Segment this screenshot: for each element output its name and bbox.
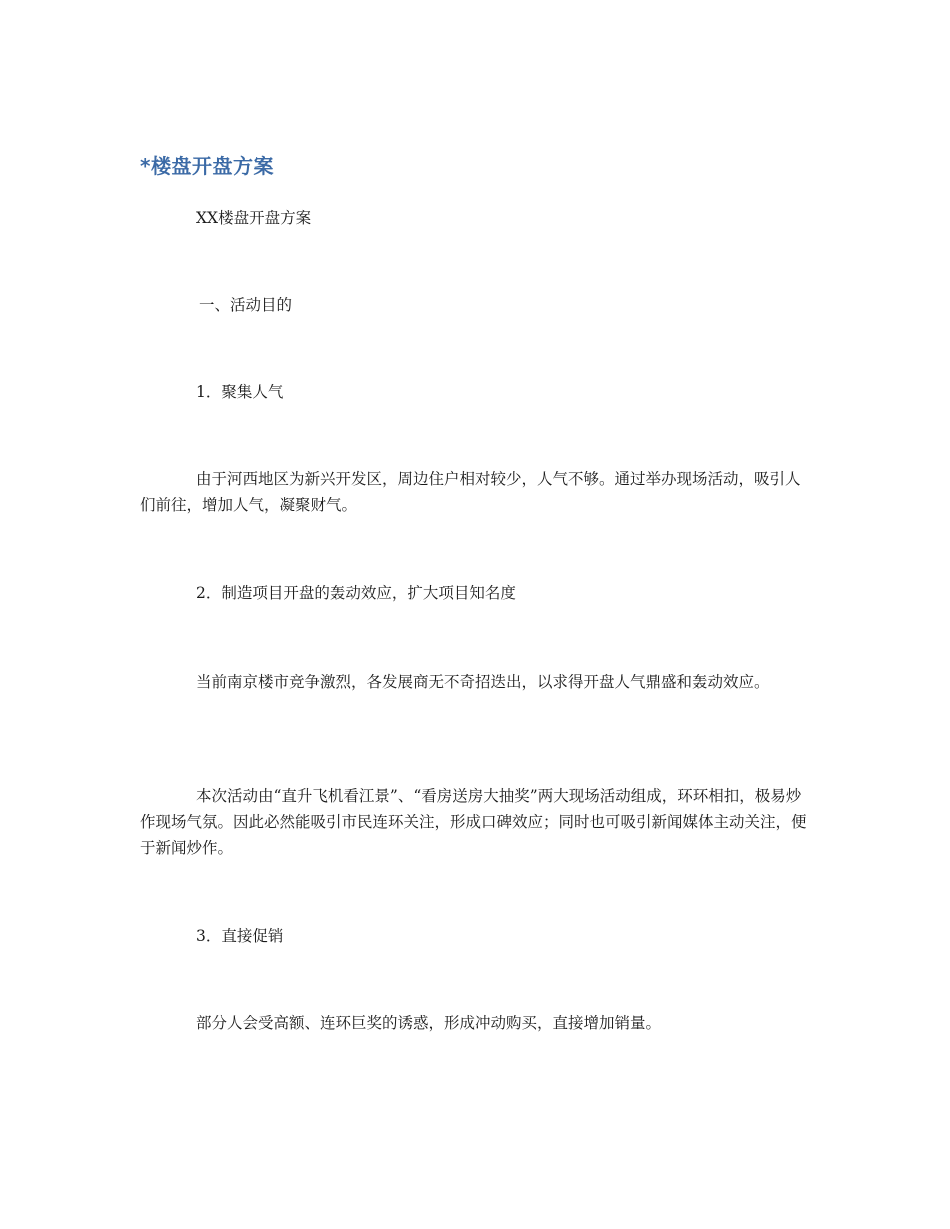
- paragraph-item-2a: 当前南京楼市竞争激烈，各发展商无不奇招迭出，以求得开盘人气鼎盛和轰动效应。: [196, 673, 770, 691]
- paragraph-item-3: 部分人会受高额、连环巨奖的诱惑，形成冲动购买，直接增加销量。: [196, 1014, 662, 1032]
- document-title: *楼盘开盘方案: [140, 154, 274, 178]
- section-heading-activity-purpose: 一、活动目的: [199, 296, 293, 314]
- paragraph-item-1: 由于河西地区为新兴开发区，周边住户相对较少，人气不够。通过举办现场活动，吸引人们前往，增加人气，凝聚财气。: [140, 470, 801, 514]
- document-subtitle: XX楼盘开盘方案: [196, 209, 312, 227]
- item-heading-2: 2．制造项目开盘的轰动效应，扩大项目知名度: [196, 584, 516, 602]
- item-heading-1: 1．聚集人气: [196, 383, 284, 401]
- paragraph-item-2b: 本次活动由“直升飞机看江景”、“看房送房大抽奖”两大现场活动组成，环环相扣，极易炒作现场气氛。因此必然能吸引市民连环关注，形成口碑效应；同时也可吸引新闻媒体主动关注，便于新闻炒作。: [140, 787, 807, 857]
- item-heading-3: 3．直接促销: [196, 927, 284, 945]
